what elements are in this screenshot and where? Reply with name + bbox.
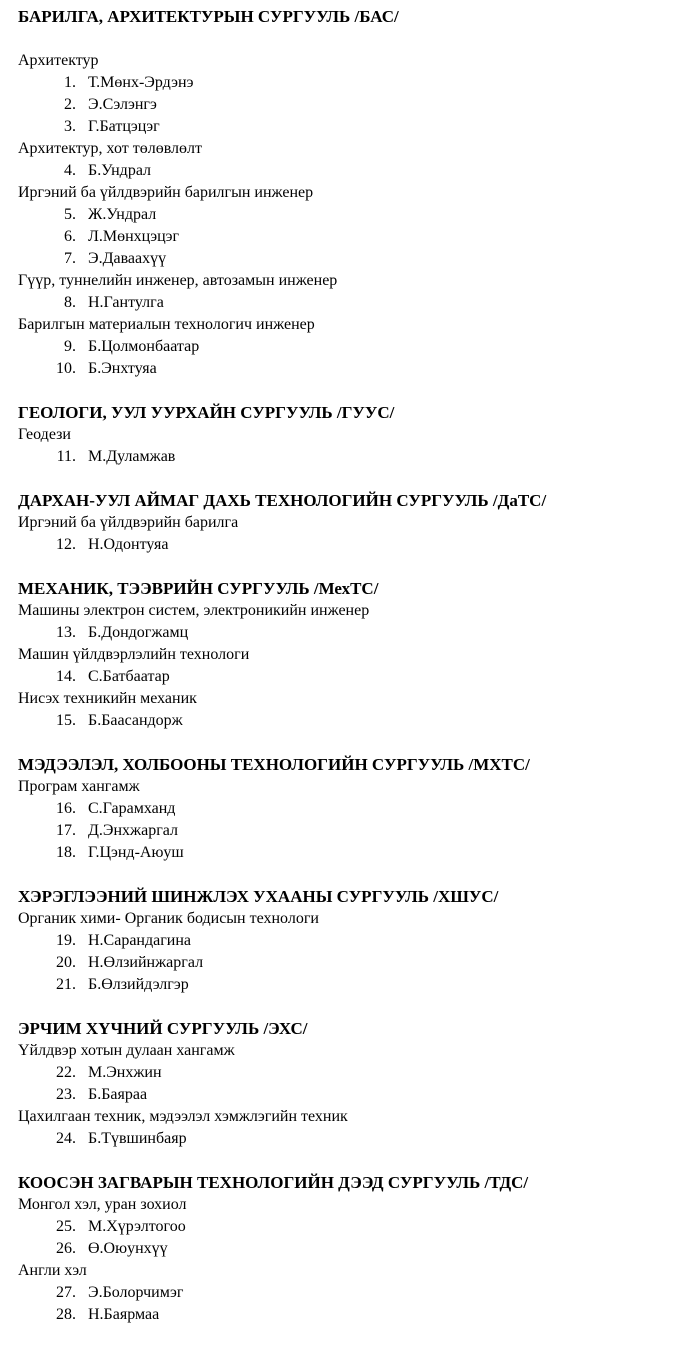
list-item xyxy=(18,226,683,248)
school-section xyxy=(18,886,683,996)
program-label: Нисэх техникийн механик xyxy=(18,690,197,707)
program-label: Англи хэл xyxy=(18,1262,87,1279)
program-label: Иргэний ба үйлдвэрийн барилга xyxy=(18,514,239,531)
school-title: ХЭРЭГЛЭЭНИЙ ШИНЖЛЭХ УХААНЫ СУРГУУЛЬ /ХШУС/ xyxy=(18,887,499,906)
list-item-name: Б.Дондогжамц xyxy=(88,624,189,641)
list-item-number: 28. xyxy=(56,1306,76,1323)
school-title: МЭДЭЭЛЭЛ, ХОЛБООНЫ ТЕХНОЛОГИЙН СУРГУУЛЬ /МХТС/ xyxy=(18,755,530,774)
list-item xyxy=(18,666,683,688)
list-item-number: 14. xyxy=(56,668,76,685)
list-item-name: Б.Ундрал xyxy=(88,162,152,179)
list-item-number: 25. xyxy=(56,1218,76,1235)
school-title: ДАРХАН-УУЛ АЙМАГ ДАХЬ ТЕХНОЛОГИЙН СУРГУУЛЬ /ДаТС/ xyxy=(18,491,547,510)
list-item-number: 22. xyxy=(56,1064,76,1081)
program-label: Үйлдвэр хотын дулаан хангамж xyxy=(18,1042,235,1059)
list-item-name: Б.Өлзийдэлгэр xyxy=(88,976,189,993)
list-item xyxy=(18,204,683,226)
list-item xyxy=(18,974,683,996)
program-label: Цахилгаан техник, мэдээлэл хэмжлэгийн техник xyxy=(18,1108,348,1125)
school-title: КООСЭН ЗАГВАРЫН ТЕХНОЛОГИЙН ДЭЭД СУРГУУЛЬ /ТДС/ xyxy=(18,1173,529,1192)
list-item xyxy=(18,160,683,182)
list-item-name: Б.Баяраа xyxy=(88,1086,148,1103)
school-title: МЕХАНИК, ТЭЭВРИЙН СУРГУУЛЬ /МехТС/ xyxy=(18,579,379,598)
list-item xyxy=(18,336,683,358)
list-item xyxy=(18,534,683,556)
list-item-name: Д.Энхжаргал xyxy=(88,822,178,839)
list-item xyxy=(18,842,683,864)
list-item-number: 12. xyxy=(56,536,76,553)
list-item xyxy=(18,116,683,138)
list-item-number: 15. xyxy=(56,712,76,729)
list-item xyxy=(18,1128,683,1150)
program-label: Монгол хэл, уран зохиол xyxy=(18,1196,187,1213)
program-label: Архитектур xyxy=(18,52,99,69)
list-item-number: 21. xyxy=(56,976,76,993)
school-section xyxy=(18,578,683,732)
list-item-number: 9. xyxy=(64,338,76,355)
list-item-name: Т.Мөнх-Эрдэнэ xyxy=(88,74,194,91)
list-item xyxy=(18,72,683,94)
school-section xyxy=(18,490,683,556)
school-section xyxy=(18,1018,683,1150)
document-body xyxy=(18,6,683,1326)
list-item xyxy=(18,622,683,644)
list-item xyxy=(18,820,683,842)
list-item xyxy=(18,1084,683,1106)
school-section xyxy=(18,6,683,380)
school-title: ГЕОЛОГИ, УУЛ УУРХАЙН СУРГУУЛЬ /ГУУС/ xyxy=(18,403,395,422)
list-item xyxy=(18,1216,683,1238)
list-item-name: Э.Сэлэнгэ xyxy=(88,96,157,113)
list-item-number: 10. xyxy=(56,360,76,377)
list-item-name: С.Гарамханд xyxy=(88,800,176,817)
program-label: Архитектур, хот төлөвлөлт xyxy=(18,140,203,157)
list-item-name: Ж.Ундрал xyxy=(88,206,157,223)
school-title: ЭРЧИМ ХҮЧНИЙ СУРГУУЛЬ /ЭХС/ xyxy=(18,1019,308,1038)
list-item xyxy=(18,292,683,314)
list-item-number: 27. xyxy=(56,1284,76,1301)
list-item-name: Г.Батцэцэг xyxy=(88,118,160,135)
program-label: Гүүр, туннелийн инженер, автозамын инженер xyxy=(18,272,338,289)
list-item-name: Б.Баасандорж xyxy=(88,712,183,729)
list-item-name: Э.Даваахүү xyxy=(88,250,167,267)
list-item-name: М.Хүрэлтогоо xyxy=(88,1218,186,1235)
list-item-name: Б.Цолмонбаатар xyxy=(88,338,200,355)
list-item-name: Л.Мөнхцэцэг xyxy=(88,228,180,245)
list-item-number: 2. xyxy=(64,96,76,113)
list-item-number: 4. xyxy=(64,162,76,179)
school-section xyxy=(18,754,683,864)
list-item-number: 19. xyxy=(56,932,76,949)
list-item-number: 26. xyxy=(56,1240,76,1257)
list-item-number: 18. xyxy=(56,844,76,861)
list-item-name: Н.Гантулга xyxy=(88,294,164,311)
list-item-name: Н.Сарандагина xyxy=(88,932,192,949)
list-item xyxy=(18,1282,683,1304)
list-item-number: 5. xyxy=(64,206,76,223)
list-item-number: 1. xyxy=(64,74,76,91)
list-item-number: 17. xyxy=(56,822,76,839)
program-label: Машины электрон систем, электроникийн инженер xyxy=(18,602,370,619)
school-section xyxy=(18,1172,683,1326)
list-item xyxy=(18,952,683,974)
list-item-number: 3. xyxy=(64,118,76,135)
list-item-name: Н.Одонтуяа xyxy=(88,536,169,553)
list-item xyxy=(18,248,683,270)
program-label: Програм хангамж xyxy=(18,778,140,795)
list-item-name: Н.Өлзийнжаргал xyxy=(88,954,204,971)
list-item-number: 11. xyxy=(56,448,76,465)
list-item-name: М.Энхжин xyxy=(88,1064,162,1081)
list-item-name: Ө.Оюунхүү xyxy=(88,1240,168,1257)
list-item-name: С.Батбаатар xyxy=(88,668,170,685)
list-item-name: Б.Энхтуяа xyxy=(88,360,157,377)
list-item-name: Г.Цэнд-Аюуш xyxy=(88,844,184,861)
list-item-number: 8. xyxy=(64,294,76,311)
list-item xyxy=(18,710,683,732)
school-section xyxy=(18,402,683,468)
list-item-name: Э.Болорчимэг xyxy=(88,1284,184,1301)
list-item xyxy=(18,358,683,380)
list-item xyxy=(18,94,683,116)
list-item-number: 6. xyxy=(64,228,76,245)
list-item xyxy=(18,1304,683,1326)
list-item xyxy=(18,1062,683,1084)
list-item-number: 7. xyxy=(64,250,76,267)
list-item-number: 24. xyxy=(56,1130,76,1147)
list-item xyxy=(18,446,683,468)
list-item-number: 16. xyxy=(56,800,76,817)
program-label: Геодези xyxy=(18,426,71,443)
list-item-number: 23. xyxy=(56,1086,76,1103)
list-item-name: М.Дуламжав xyxy=(88,448,176,465)
list-item-name: Н.Баярмаа xyxy=(88,1306,160,1323)
list-item-number: 20. xyxy=(56,954,76,971)
school-title: БАРИЛГА, АРХИТЕКТУРЫН СУРГУУЛЬ /БАС/ xyxy=(18,7,399,26)
program-label: Машин үйлдвэрлэлийн технологи xyxy=(18,646,250,663)
program-label: Иргэний ба үйлдвэрийн барилгын инженер xyxy=(18,184,314,201)
list-item xyxy=(18,930,683,952)
list-item-name: Б.Түвшинбаяр xyxy=(88,1130,187,1147)
list-item-number: 13. xyxy=(56,624,76,641)
program-label: Барилгын материалын технологич инженер xyxy=(18,316,315,333)
program-label: Органик хими- Органик бодисын технологи xyxy=(18,910,319,927)
list-item xyxy=(18,798,683,820)
list-item xyxy=(18,1238,683,1260)
